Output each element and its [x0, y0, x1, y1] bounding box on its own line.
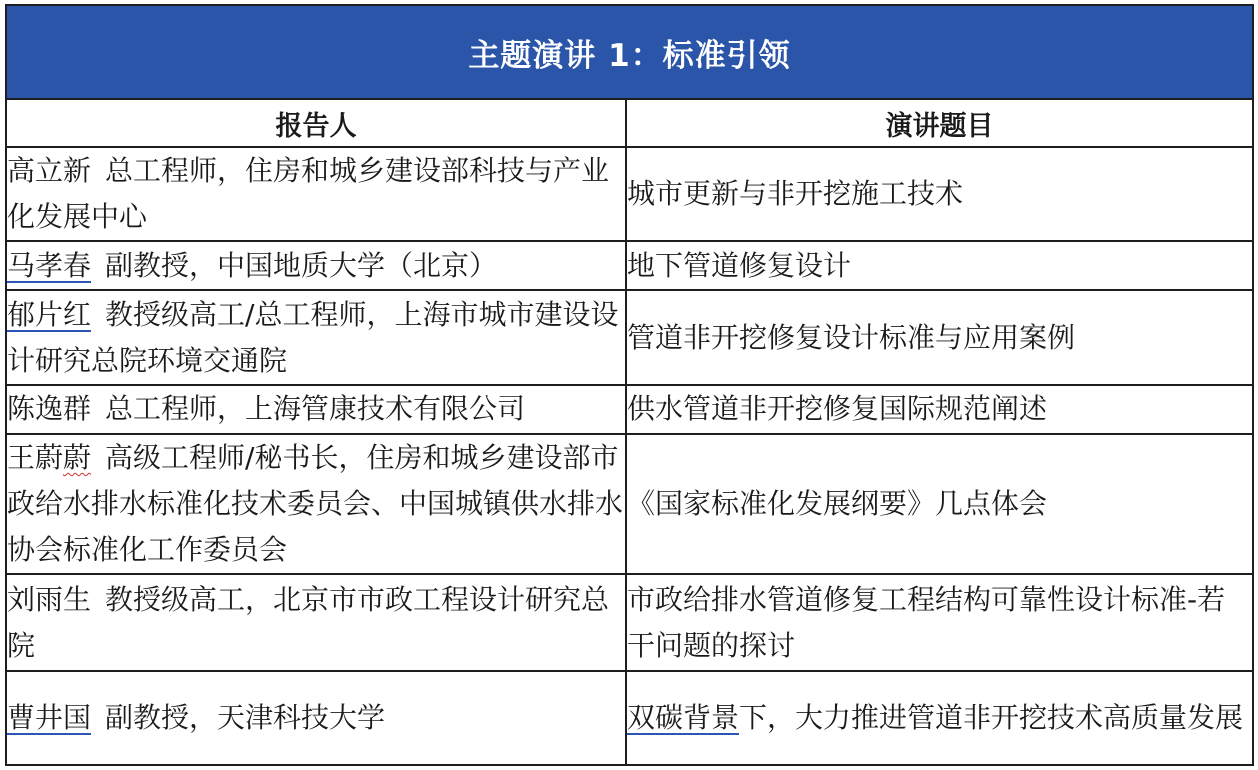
speaker-name-part: 王蔚 [7, 441, 64, 475]
speaker-name: 刘雨生 [7, 582, 92, 616]
speaker-cell [6, 241, 626, 290]
speaker-cell [6, 147, 626, 241]
speaker-name: 郁片红 [7, 297, 92, 331]
table-title: 主题演讲 1：标准引领 [6, 5, 1253, 99]
speaker-name: 高立新 [7, 154, 92, 188]
speaker-cell [6, 574, 626, 670]
table-row [6, 385, 1253, 434]
table-row [6, 574, 1253, 670]
topic-cell: 市政给排水管道修复工程结构可靠性设计标准-若干问题的探讨 [626, 574, 1253, 670]
speaker-cell [6, 671, 626, 765]
topic-cell: 供水管道非开挖修复国际规范阐述 [626, 385, 1253, 434]
table-row [6, 147, 1253, 241]
table-row [6, 290, 1253, 384]
speaker-detail: 教授级高工，北京市市政工程设计研究总院 [7, 582, 610, 662]
topic-cell: 《国家标准化发展纲要》几点体会 [626, 434, 1253, 574]
speaker-detail: 高级工程师/秘书长，住房和城乡建设部市政给水排水标准化技术委员会、中国城镇供水排水协会标准化工作委员会 [7, 441, 624, 567]
speaker-cell [6, 434, 626, 574]
speaker-name: 陈逸群 [7, 392, 92, 426]
table-row [6, 434, 1253, 574]
table-row [6, 671, 1253, 765]
table-header-row [6, 99, 1253, 147]
speaker-detail: 副教授，天津科技大学 [105, 700, 386, 734]
speaker-name [7, 441, 91, 474]
topic-cell: 地下管道修复设计 [626, 241, 1253, 290]
keynote-table [5, 4, 1254, 766]
topic-underlined-phrase: 双碳背景 [627, 700, 740, 734]
column-header-topic: 演讲题目 [626, 99, 1253, 147]
table-row [6, 241, 1253, 290]
spellcheck-marked-char: 蔚 [63, 441, 92, 475]
speaker-detail: 总工程师，住房和城乡建设部科技与产业化发展中心 [7, 154, 610, 234]
speaker-name: 马孝春 [7, 248, 92, 282]
speaker-cell [6, 290, 626, 384]
speaker-cell [6, 385, 626, 434]
table-title-row [6, 5, 1253, 99]
speaker-detail: 教授级高工/总工程师，上海市城市建设设计研究总院环境交通院 [7, 297, 619, 377]
speaker-detail: 总工程师，上海管康技术有限公司 [105, 392, 526, 426]
topic-cell [626, 671, 1253, 765]
speaker-detail: 副教授，中国地质大学（北京） [105, 248, 498, 282]
column-header-speaker: 报告人 [6, 99, 626, 147]
topic-cell: 管道非开挖修复设计标准与应用案例 [626, 290, 1253, 384]
speaker-name: 曹井国 [7, 700, 92, 734]
topic-cell: 城市更新与非开挖施工技术 [626, 147, 1253, 241]
topic-rest: 下，大力推进管道非开挖技术高质量发展 [739, 700, 1244, 734]
